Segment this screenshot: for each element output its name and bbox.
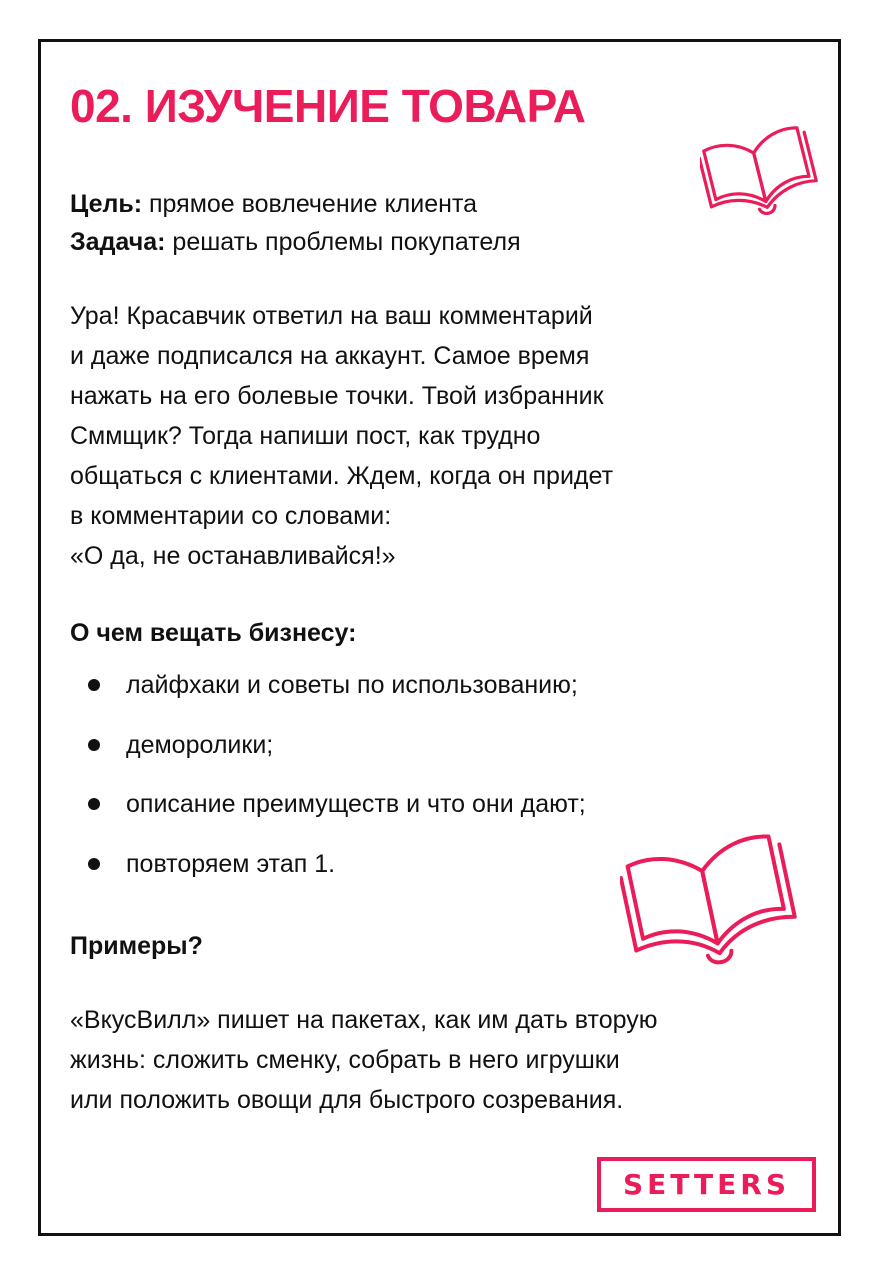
bullet-icon (88, 739, 100, 751)
page-title: 02. ИЗУЧЕНИЕ ТОВАРА (70, 80, 586, 132)
examples-line: жизнь: сложить сменку, собрать в него игрушки (70, 1046, 620, 1074)
examples-heading: Примеры? (70, 932, 203, 960)
examples-line: «ВкусВилл» пишет на пакетах, как им дать вторую (70, 1006, 658, 1034)
list-item (88, 665, 586, 725)
intro-line: и даже подписался на аккаунт. Самое время (70, 342, 590, 370)
list-item (88, 725, 586, 785)
intro-line: Ура! Красавчик ответил на ваш комментарий (70, 302, 593, 330)
list-item-text: повторяем этап 1. (126, 849, 336, 878)
open-book-icon (700, 118, 820, 222)
intro-line: Сммщик? Тогда напиши пост, как трудно (70, 422, 541, 450)
task-text: решать проблемы покупателя (172, 228, 521, 256)
task-label: Задача: (70, 228, 166, 256)
bullet-icon (88, 798, 100, 810)
list-item (88, 784, 586, 844)
list-item-text: деморолики; (126, 730, 274, 759)
list-item (88, 844, 586, 904)
open-book-icon (620, 820, 800, 976)
goal-text: прямое вовлечение клиента (149, 190, 478, 218)
bullet-icon (88, 679, 100, 691)
logo-text: SETTERS (623, 1168, 790, 1201)
list-item-text: описание преимуществ и что они дают; (126, 790, 586, 818)
goal-line (70, 185, 521, 223)
intro-line: в комментарии со словами: (70, 502, 392, 530)
goal-block (70, 185, 521, 261)
setters-logo (597, 1157, 816, 1212)
goal-label: Цель: (70, 190, 143, 218)
business-list (88, 665, 586, 903)
intro-line: общаться с клиентами. Ждем, когда он придет (70, 462, 614, 490)
list-item-text: лайфхаки и советы по использованию; (126, 671, 578, 699)
business-heading: О чем вещать бизнесу: (70, 619, 357, 647)
intro-line: «О да, не останавливайся!» (70, 542, 396, 570)
examples-line: или положить овощи для быстрого созревания. (70, 1086, 624, 1114)
intro-paragraph (70, 296, 770, 576)
bullet-icon (88, 858, 100, 870)
task-line (70, 223, 521, 261)
intro-line: нажать на его болевые точки. Твой избранник (70, 382, 604, 410)
examples-paragraph (70, 1000, 657, 1120)
